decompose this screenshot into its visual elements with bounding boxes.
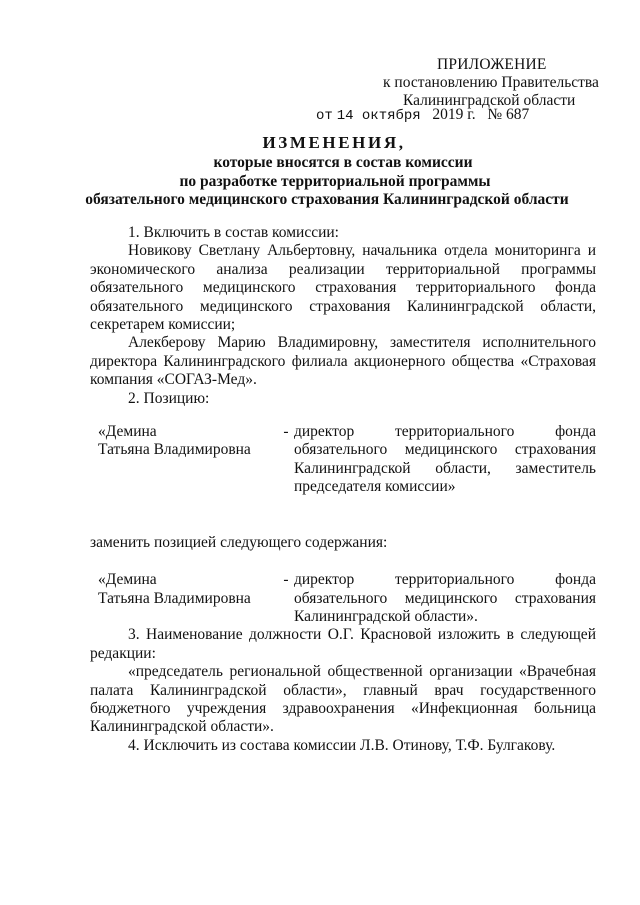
- item2-heading: 2. Позицию:: [128, 389, 210, 407]
- item1-person2: Алекберову Марию Владимировну, заместителя исполнительного директора Калининградского филиала акционерного общества «Страховая компания «СОГАЗ-Мед».: [90, 334, 596, 389]
- item1-heading: 1. Включить в состав комиссии:: [128, 224, 339, 241]
- old-name-line1: «Демина: [98, 423, 157, 441]
- old-name-line2: Татьяна Владимировна: [98, 441, 251, 459]
- resolution-date-line: [316, 106, 529, 124]
- document-title: [0, 132, 640, 210]
- new-name-line2: Татьяна Владимировна: [98, 589, 251, 607]
- item4-text: 4. Исключить из состава комиссии Л.В. Отинову, Т.Ф. Булгакову.: [128, 736, 556, 754]
- date-day-month: 14 октября: [336, 108, 421, 124]
- old-position-dash: -: [283, 423, 289, 441]
- item3-quote: «председатель региональной общественной организации «Врачебная палата Калининградской области», главный врач государственного бюджетного учреждения здравоохранения «Инфекционная больница Калининградской области».: [90, 663, 596, 736]
- title-line4: обязательного медицинского страхования Калининградской области: [85, 191, 569, 208]
- appendix-label: ПРИЛОЖЕНИЕ: [437, 56, 547, 73]
- title-line3: по разработке территориальной программы: [179, 172, 491, 190]
- new-position-role: директор территориального фонда обязательного медицинского страхования Калининградской области».: [294, 571, 596, 625]
- date-year: 2019 г.: [432, 106, 476, 123]
- old-position-name: [90, 423, 278, 497]
- item3-text: 3. Наименование должности О.Г. Красновой изложить в следующей редакции:: [90, 626, 596, 662]
- title-line2: которые вносятся в состав комиссии: [213, 154, 473, 171]
- new-position-row: [90, 571, 596, 626]
- replace-text: заменить позицией следующего содержания:: [90, 533, 388, 551]
- new-name-line1: «Демина: [98, 571, 157, 589]
- date-prefix: от: [316, 108, 333, 124]
- new-position-name: [90, 571, 278, 626]
- document-body: [90, 224, 596, 755]
- old-position-role: директор территориального фонда обязательного медицинского страхования Калининградской области, заместитель председателя комиссии»: [294, 423, 596, 496]
- title-main: ИЗМЕНЕНИЯ,: [262, 133, 406, 152]
- resolution-number: № 687: [487, 106, 530, 123]
- old-position-row: [90, 423, 596, 497]
- item1-person1: Новикову Светлану Альбертовну, начальника отдела мониторинга и экономического анализа реализации территориальной программы обязательного медицинского страхования территориального фонда обязательного медицинского страхования Калининградской области, секретарем комиссии;: [90, 242, 596, 334]
- new-position-dash: -: [283, 571, 289, 589]
- appendix-resolution-line: к постановлению Правительства: [383, 74, 599, 91]
- appendix-region-line: Калининградской области: [403, 92, 576, 109]
